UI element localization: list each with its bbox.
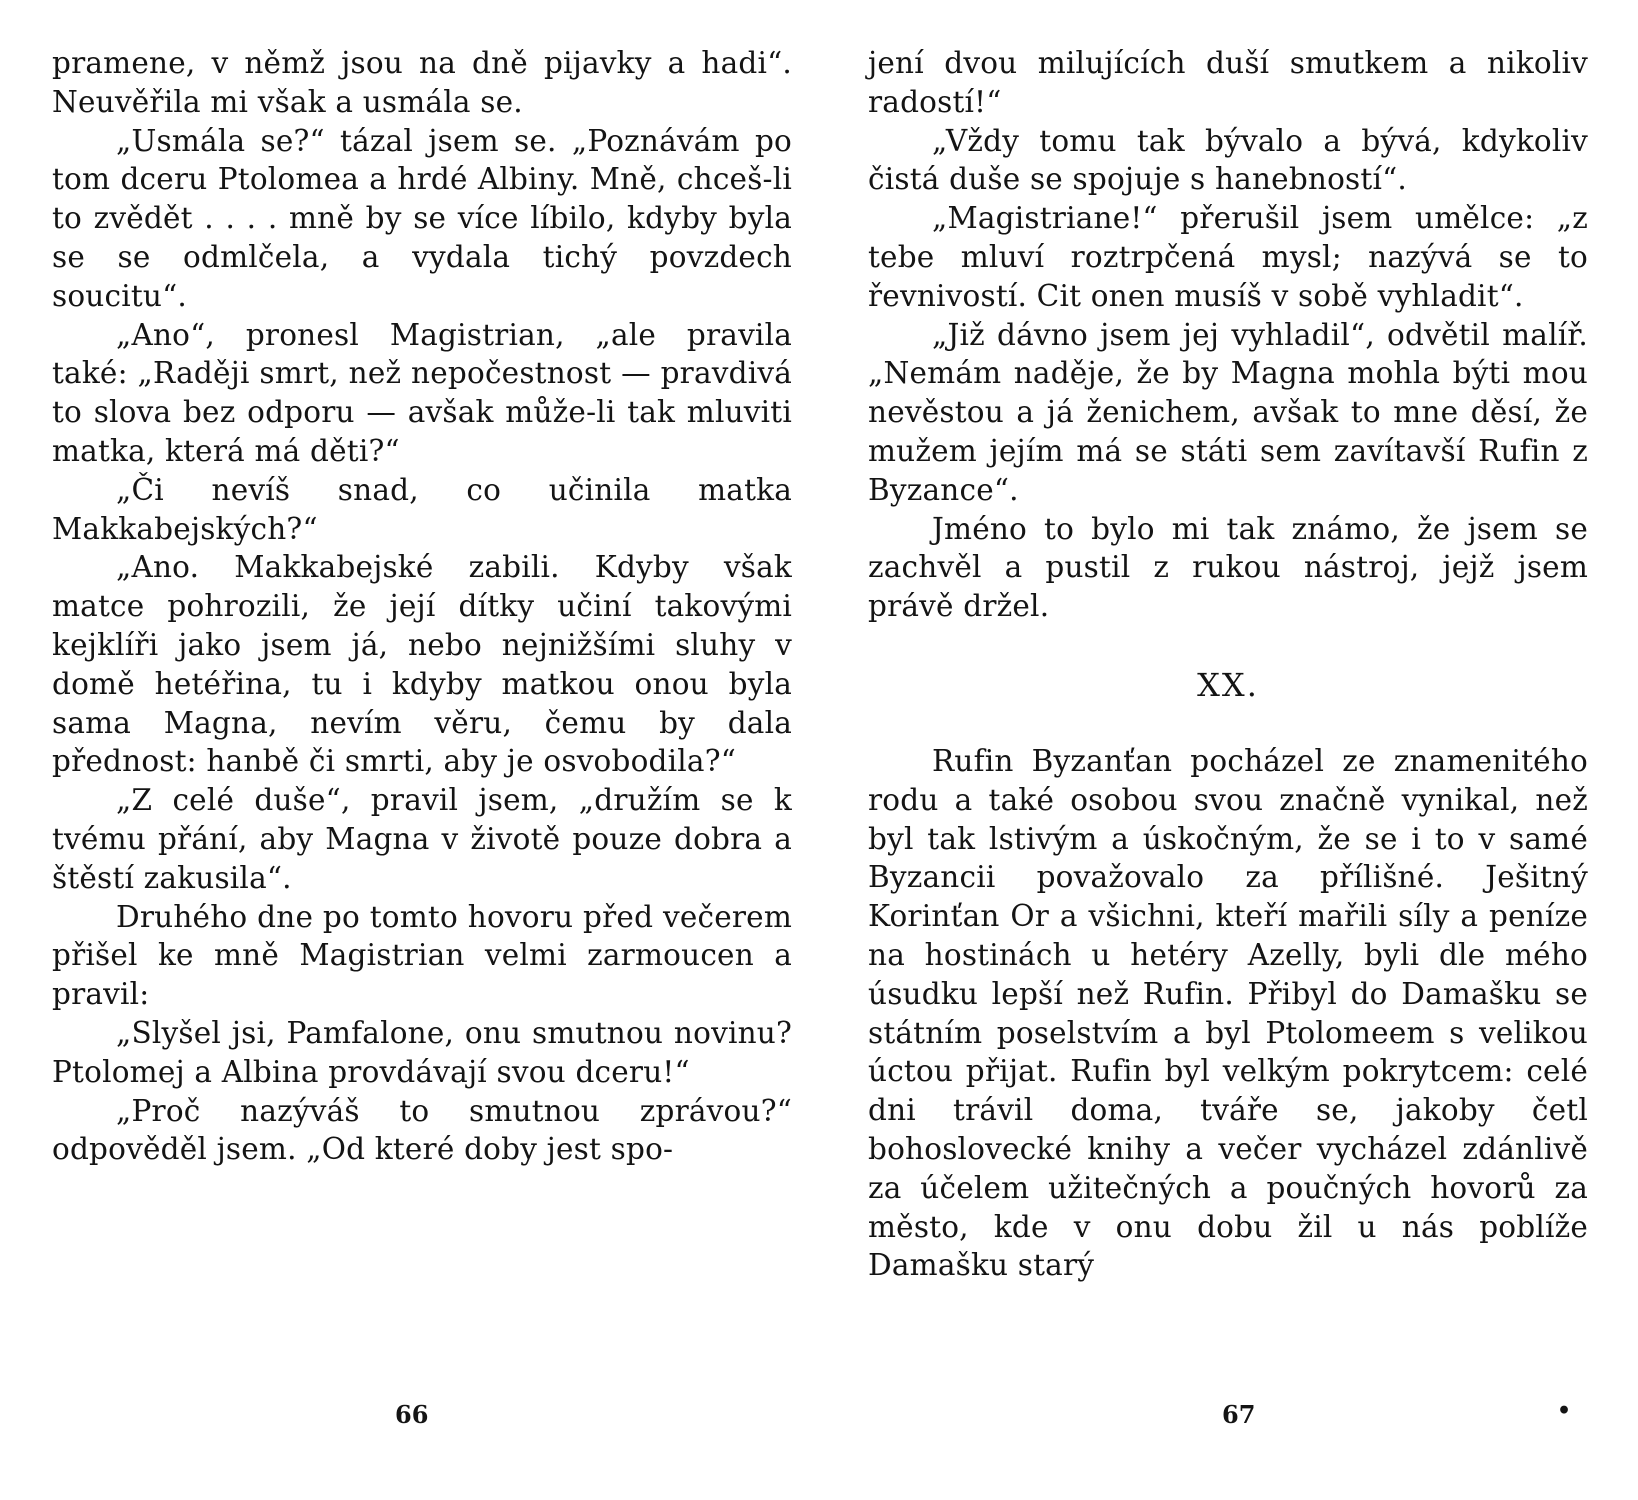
right-paragraph-4: „Již dávno jsem jej vyhladil“, odvětil malíř. „Nemám naděje, že by Magna mohla býti mou nevěstou a já ženichem, avšak to mne děsí, že mužem jejím má se státi sem zavítavší Rufin z Byzance“.	[868, 317, 1588, 507]
right-page-number: 67	[1222, 1400, 1256, 1429]
right-paragraph-2: „Vždy tomu tak bývalo a bývá, kdykoliv čistá duše se spojuje s hanebností“.	[868, 123, 1588, 197]
right-page	[868, 44, 1588, 1285]
signature-mark: •	[1557, 1398, 1572, 1424]
left-paragraph-5: „Ano. Makkabejské zabili. Kdyby však matce pohrozili, že její dítky učiní takovými kejklíři jako jsem já, nebo nejnižšími sluhy v domě hetéřina, tu i kdyby matkou onou byla sama Magna, nevím věru, čemu by dala přednost: hanbě či smrti, aby je osvobodila?“	[52, 550, 792, 779]
right-paragraph-6: Rufin Byzanťan pocházel ze znamenitého rodu a také osobou svou značně vynikal, než byl tak lstivým a úskočným, že se i to v samé Byzancii považovalo za přílišné. Ješitný Korinťan Or a všichni, kteří mařili síly a peníze na hostinách u hetéry Azelly, byli dle mého úsudku lepší než Rufin. Přibyl do Damašku se státním poselstvím a byl Ptolomeem s velikou úctou přijat. Rufin byl velkým pokrytcem: celé dni trávil doma, tváře se, jakoby četl bohoslovecké knihy a večer vycházel zdánlivě za účelem užitečných a poučných hovorů za město, kde v onu dobu žil u nás poblíže Damašku starý	[868, 743, 1588, 1283]
left-paragraph-9: „Proč nazýváš to smutnou zprávou?“ odpověděl jsem. „Od které doby jest spo-	[52, 1093, 792, 1167]
left-paragraph-1: pramene, v němž jsou na dně pijavky a hadi“. Neuvěřila mi však a usmála se.	[52, 46, 792, 119]
left-paragraph-7: Druhého dne po tomto hovoru před večerem přišel ke mně Magistrian velmi zarmoucen a pravil:	[52, 899, 792, 1012]
left-paragraph-3: „Ano“, pronesl Magistrian, „ale pravila také: „Raději smrt, než nepočestnost — pravdivá to slova bez odporu — avšak může-li tak mluviti matka, která má děti?“	[52, 317, 792, 468]
left-paragraph-6: „Z celé duše“, pravil jsem, „družím se k tvému přání, aby Magna v životě pouze dobra a štěstí zakusila“.	[52, 783, 792, 895]
right-paragraph-5: Jméno to bylo mi tak známo, že jsem se zachvěl a pustil z rukou nástroj, jejž jsem právě držel.	[868, 511, 1588, 624]
left-page	[52, 44, 792, 1169]
right-paragraph-3: „Magistriane!“ přerušil jsem umělce: „z tebe mluví roztrpčená mysl; nazývá se to řevnivostí. Cit onen musíš v sobě vyhladit“.	[868, 201, 1588, 313]
right-paragraph-1: jení dvou milujících duší smutkem a nikoliv radostí!“	[868, 46, 1588, 119]
left-paragraph-2: „Usmála se?“ tázal jsem se. „Poznávám po tom dceru Ptolomea a hrdé Albiny. Mně, chceš-li to zvědět . . . . mně by se více líbilo, kdyby byla se se odmlčela, a vydala tichý povzdech soucitu“.	[52, 123, 792, 313]
left-paragraph-4: „Či nevíš snad, co učinila matka Makkabejských?“	[52, 472, 792, 546]
left-paragraph-8: „Slyšel jsi, Pamfalone, onu smutnou novinu? Ptolomej a Albina provdávají svou dceru!“	[52, 1015, 792, 1089]
chapter-heading: XX.	[1197, 665, 1259, 704]
left-page-number: 66	[395, 1400, 429, 1429]
